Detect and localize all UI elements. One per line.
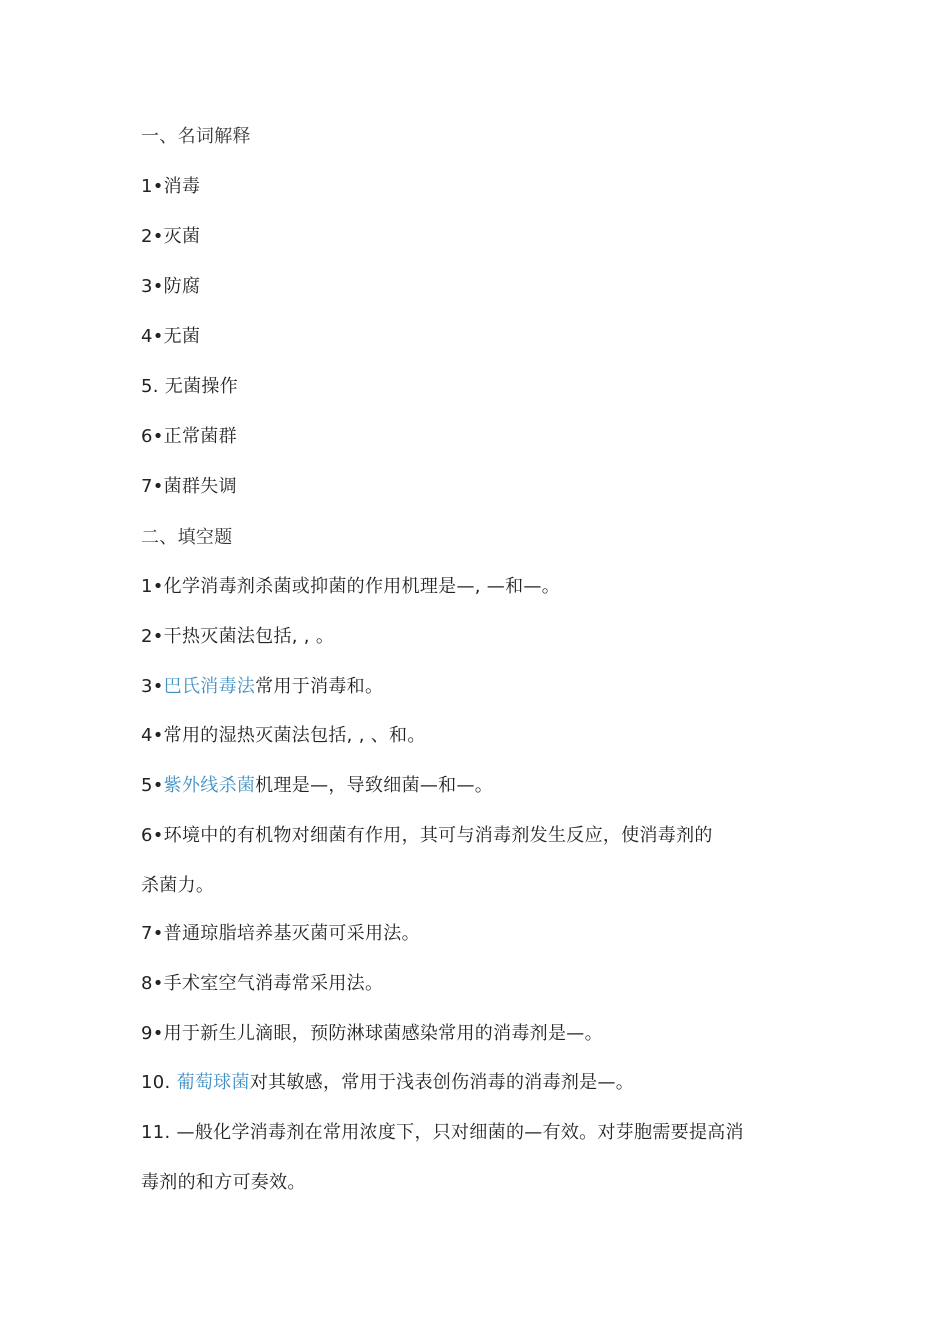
question-1: 1•化学消毒剂杀菌或抑菌的作用机理是—, —和—。 bbox=[141, 576, 561, 597]
question-8: 8•手术室空气消毒常采用法。 bbox=[141, 973, 384, 994]
term-item: 4•无菌 bbox=[141, 326, 201, 347]
question-3 bbox=[141, 675, 383, 699]
term-item: 3•防腐 bbox=[141, 276, 201, 297]
question-10-prefix: 10. bbox=[141, 1072, 177, 1093]
question-5-suffix: 机理是—，导致细菌—和—。 bbox=[255, 775, 494, 796]
question-6-line-2: 杀菌力。 bbox=[141, 875, 215, 896]
question-5-prefix: 5• bbox=[141, 775, 164, 796]
question-6-line-1: 6•环境中的有机物对细菌有作用，其可与消毒剂发生反应，使消毒剂的 bbox=[141, 825, 713, 846]
term-item: 7•菌群失调 bbox=[141, 476, 237, 497]
term-item: 6•正常菌群 bbox=[141, 426, 237, 447]
section-heading-definitions: 一、名词解释 bbox=[141, 126, 251, 147]
term-item: 5. 无菌操作 bbox=[141, 376, 238, 397]
uv-sterilization-link[interactable]: 紫外线杀菌 bbox=[163, 775, 256, 796]
term-item: 1•消毒 bbox=[141, 176, 201, 197]
question-7: 7•普通琼脂培养基灭菌可采用法。 bbox=[141, 923, 420, 944]
staphylococcus-link[interactable]: 葡萄球菌 bbox=[176, 1072, 250, 1093]
term-item: 2•灭菌 bbox=[141, 226, 201, 247]
question-5 bbox=[141, 774, 493, 798]
question-11-line-2: 毒剂的和方可奏效。 bbox=[141, 1172, 306, 1193]
question-10 bbox=[141, 1071, 634, 1095]
question-2: 2•干热灭菌法包括, , 。 bbox=[141, 626, 335, 647]
pasteurization-link[interactable]: 巴氏消毒法 bbox=[163, 676, 256, 697]
question-3-prefix: 3• bbox=[141, 676, 164, 697]
question-4: 4•常用的湿热灭菌法包括, , 、和。 bbox=[141, 725, 426, 746]
question-10-suffix: 对其敏感，常用于浅表创伤消毒的消毒剂是—。 bbox=[249, 1072, 635, 1093]
question-11-line-1: 11. —般化学消毒剂在常用浓度下，只对细菌的—有效。对芽胞需要提高消 bbox=[141, 1122, 744, 1143]
question-3-suffix: 常用于消毒和。 bbox=[255, 676, 384, 697]
question-9: 9•用于新生儿滴眼，预防淋球菌感染常用的消毒剂是—。 bbox=[141, 1023, 603, 1044]
section-heading-fill-in: 二、填空题 bbox=[141, 527, 233, 548]
